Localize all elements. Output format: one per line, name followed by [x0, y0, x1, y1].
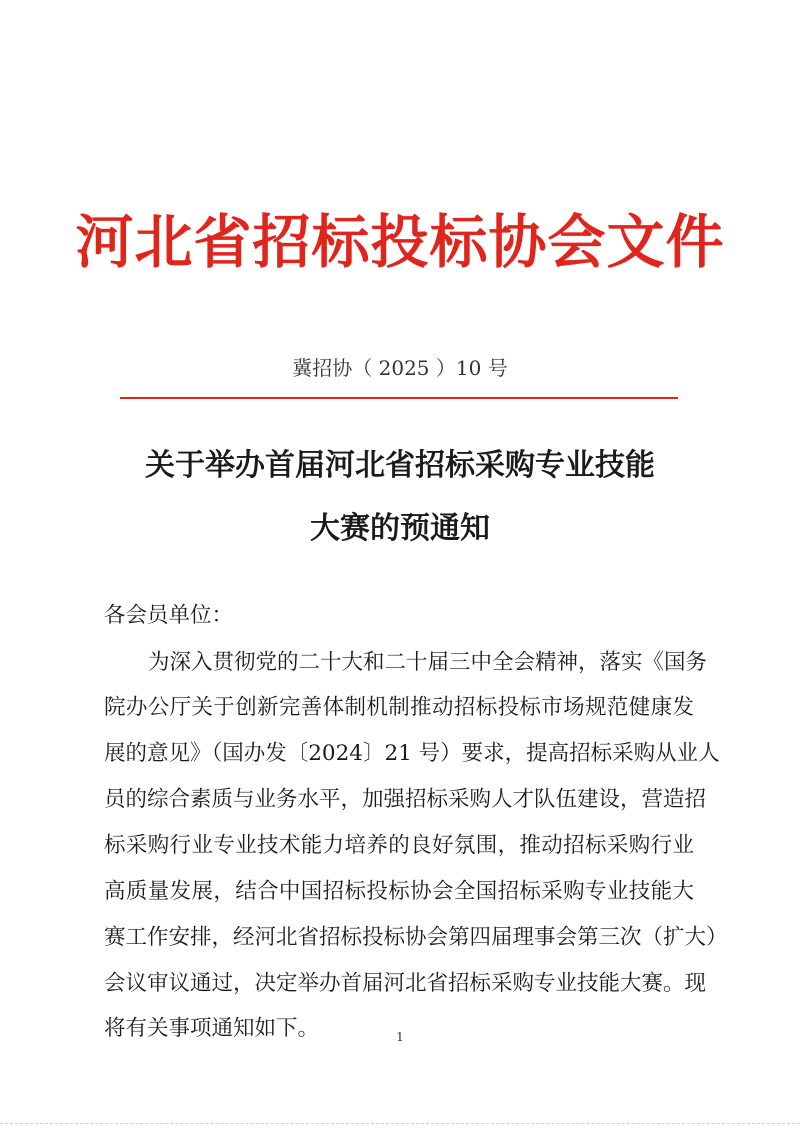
red-separator-line — [120, 397, 678, 399]
body-line: 将有关事项通知如下。 — [104, 1016, 320, 1041]
salutation: 各会员单位： — [104, 603, 234, 628]
notice-title-line-1: 关于举办首届河北省招标采购专业技能 — [145, 448, 655, 483]
body-line: 员的综合素质与业务水平，加强招标采购人才队伍建设，营造招 — [104, 787, 707, 812]
page-number: 1 — [396, 1030, 404, 1044]
body-line: 高质量发展，结合中国招标投标协会全国招标采购专业技能大 — [104, 879, 694, 904]
footer-divider — [0, 1123, 800, 1124]
document-number: 冀招协（ 2025 ）10 号 — [292, 356, 508, 380]
body-line: 会议审议通过，决定举办首届河北省招标采购专业技能大赛。现 — [104, 971, 707, 996]
letterhead-title: 河北省招标投标协会文件 — [75, 208, 725, 276]
body-line: 为深入贯彻党的二十大和二十届三中全会精神，落实《国务 — [148, 650, 708, 675]
notice-title-line-2: 大赛的预通知 — [310, 511, 490, 546]
body-line: 赛工作安排，经河北省招标投标协会第四届理事会第三次（扩大） — [104, 925, 728, 950]
body-line: 展的意见》（国办发〔2024〕21 号）要求，提高招标采购从业人 — [104, 741, 720, 766]
body-line: 标采购行业专业技术能力培养的良好氛围，推动招标采购行业 — [104, 833, 694, 858]
body-line: 院办公厅关于创新完善体制机制推动招标投标市场规范健康发 — [104, 695, 694, 720]
